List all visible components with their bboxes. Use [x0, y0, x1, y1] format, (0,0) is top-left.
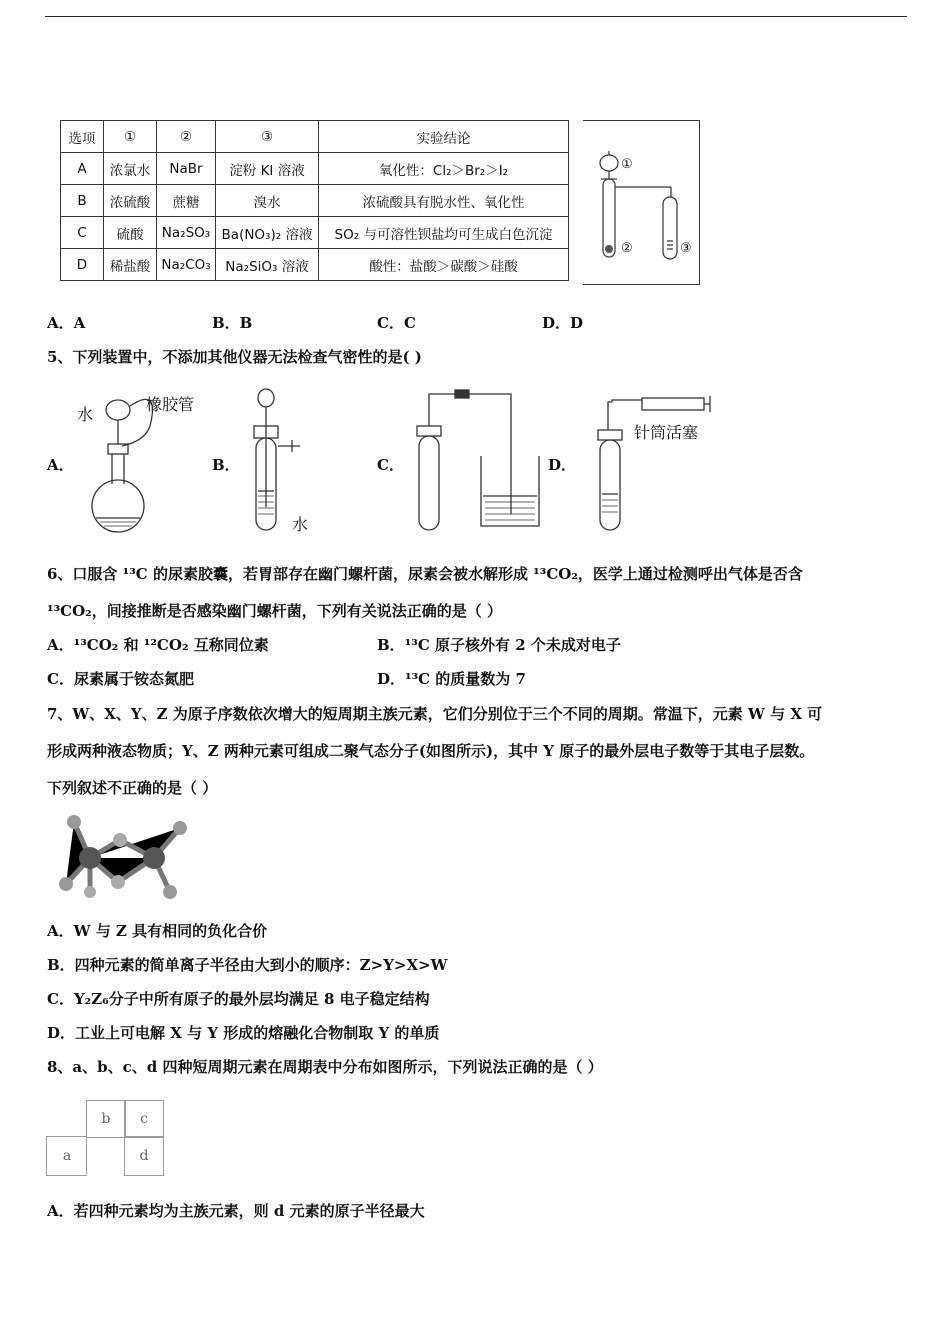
header-cell: 实验结论 — [319, 121, 569, 153]
q5-label-d: D． — [548, 456, 577, 474]
table-header-row — [61, 121, 569, 153]
table-cell: 浓硫酸具有脱水性、氧化性 — [319, 185, 569, 217]
header-rule — [45, 16, 907, 17]
table-cell: 浓硫酸 — [104, 185, 157, 217]
q7-line-3: 下列叙述不正确的是（ ） — [47, 779, 218, 797]
apparatus-label: ③ — [680, 241, 692, 256]
dimer-molecule-figure — [52, 812, 202, 908]
table-cell: Na₂SO₃ — [157, 217, 216, 249]
q4-option-c: C．C — [377, 314, 416, 332]
q6-line-2: ¹³CO₂，间接推断是否感染幽门螺杆菌，下列有关说法正确的是（ ） — [47, 602, 502, 620]
fig-label-water-2: 水 — [292, 515, 309, 534]
table-cell: 蔗糖 — [157, 185, 216, 217]
q7-line-2: 形成两种液态物质；Y、Z 两种元素可组成二聚气态分子(如图所示)，其中 Y 原子的最外层电子数等于其电子层数。 — [47, 742, 815, 760]
q5-figure-d — [578, 390, 718, 540]
q5-stem: 5、下列装置中，不添加其他仪器无法检查气密性的是( ) — [47, 348, 422, 366]
table-row — [61, 153, 569, 185]
element-cell-d: d — [124, 1136, 164, 1176]
header-cell: ① — [104, 121, 157, 153]
table-cell: 浓氯水 — [104, 153, 157, 185]
q8-stem: 8、a、b、c、d 四种短周期元素在周期表中分布如图所示，下列说法正确的是（ ） — [47, 1058, 603, 1076]
q7-option-b: B．四种元素的简单离子半径由大到小的顺序：Z>Y>X>W — [47, 956, 448, 974]
periodic-table-fragment — [46, 1100, 166, 1178]
header-cell: ② — [157, 121, 216, 153]
table-cell: Na₂CO₃ — [157, 249, 216, 281]
element-cell-b: b — [86, 1100, 126, 1138]
table-cell: 硫酸 — [104, 217, 157, 249]
element-cell-c: c — [124, 1100, 164, 1138]
q5-label-b: B． — [212, 456, 240, 474]
table-cell: A — [61, 153, 104, 185]
table-cell: Na₂SiO₃ 溶液 — [216, 249, 319, 281]
header-cell: 选项 — [61, 121, 104, 153]
element-cell-a: a — [46, 1136, 87, 1176]
table-row — [61, 185, 569, 217]
apparatus-label: ① — [621, 157, 633, 172]
q4-option-b: B．B — [212, 314, 253, 332]
q5-figure-c — [405, 386, 545, 536]
fig-label-rubber-tube: 橡胶管 — [146, 395, 195, 414]
q7-line-1: 7、W、X、Y、Z 为原子序数依次增大的短周期主族元素，它们分别位于三个不同的周期。常温下，元素 W 与 X 可 — [47, 705, 823, 723]
table-cell: NaBr — [157, 153, 216, 185]
q6-option-b: B．¹³C 原子核外有 2 个未成对电子 — [377, 636, 621, 654]
table-cell: 稀盐酸 — [104, 249, 157, 281]
table-cell: D — [61, 249, 104, 281]
q7-option-d: D．工业上可电解 X 与 Y 形成的熔融化合物制取 Y 的单质 — [47, 1024, 440, 1042]
header-cell: ③ — [216, 121, 319, 153]
q6-option-a: A．¹³CO₂ 和 ¹²CO₂ 互称同位素 — [47, 636, 269, 654]
table-cell: B — [61, 185, 104, 217]
q5-label-c: C． — [377, 456, 404, 474]
apparatus-drawing — [583, 121, 699, 284]
table-row — [61, 249, 569, 281]
q4-option-d: D．D — [542, 314, 584, 332]
q7-option-c: C．Y₂Z₆分子中所有原子的最外层均满足 8 电子稳定结构 — [47, 990, 430, 1008]
q8-option-a: A．若四种元素均为主族元素，则 d 元素的原子半径最大 — [47, 1202, 425, 1220]
fig-label-syringe: 针筒活塞 — [634, 423, 699, 442]
table-cell: C — [61, 217, 104, 249]
fig-label-water: 水 — [77, 405, 94, 424]
q5-label-a: A． — [47, 456, 74, 474]
q4-option-a: A．A — [47, 314, 86, 332]
apparatus-label: ② — [621, 241, 633, 256]
table-cell: 溴水 — [216, 185, 319, 217]
empty-cell — [86, 1136, 125, 1174]
q7-option-a: A．W 与 Z 具有相同的负化合价 — [47, 922, 268, 940]
table-cell: SO₂ 与可溶性钡盐均可生成白色沉淀 — [319, 217, 569, 249]
q6-line-1: 6、口服含 ¹³C 的尿素胶囊，若胃部存在幽门螺杆菌，尿素会被水解形成 ¹³CO₂，医学上通过检测呼出气体是否含 — [47, 565, 803, 583]
table-cell: 氧化性：Cl₂＞Br₂＞I₂ — [319, 153, 569, 185]
experiment-table — [60, 120, 569, 281]
table-cell: 酸性：盐酸＞碳酸＞硅酸 — [319, 249, 569, 281]
table-cell: Ba(NO₃)₂ 溶液 — [216, 217, 319, 249]
table-row — [61, 217, 569, 249]
table-cell: 淀粉 KI 溶液 — [216, 153, 319, 185]
q6-option-d: D．¹³C 的质量数为 7 — [377, 670, 526, 688]
q6-option-c: C．尿素属于铵态氮肥 — [47, 670, 194, 688]
apparatus-figure — [583, 120, 700, 285]
